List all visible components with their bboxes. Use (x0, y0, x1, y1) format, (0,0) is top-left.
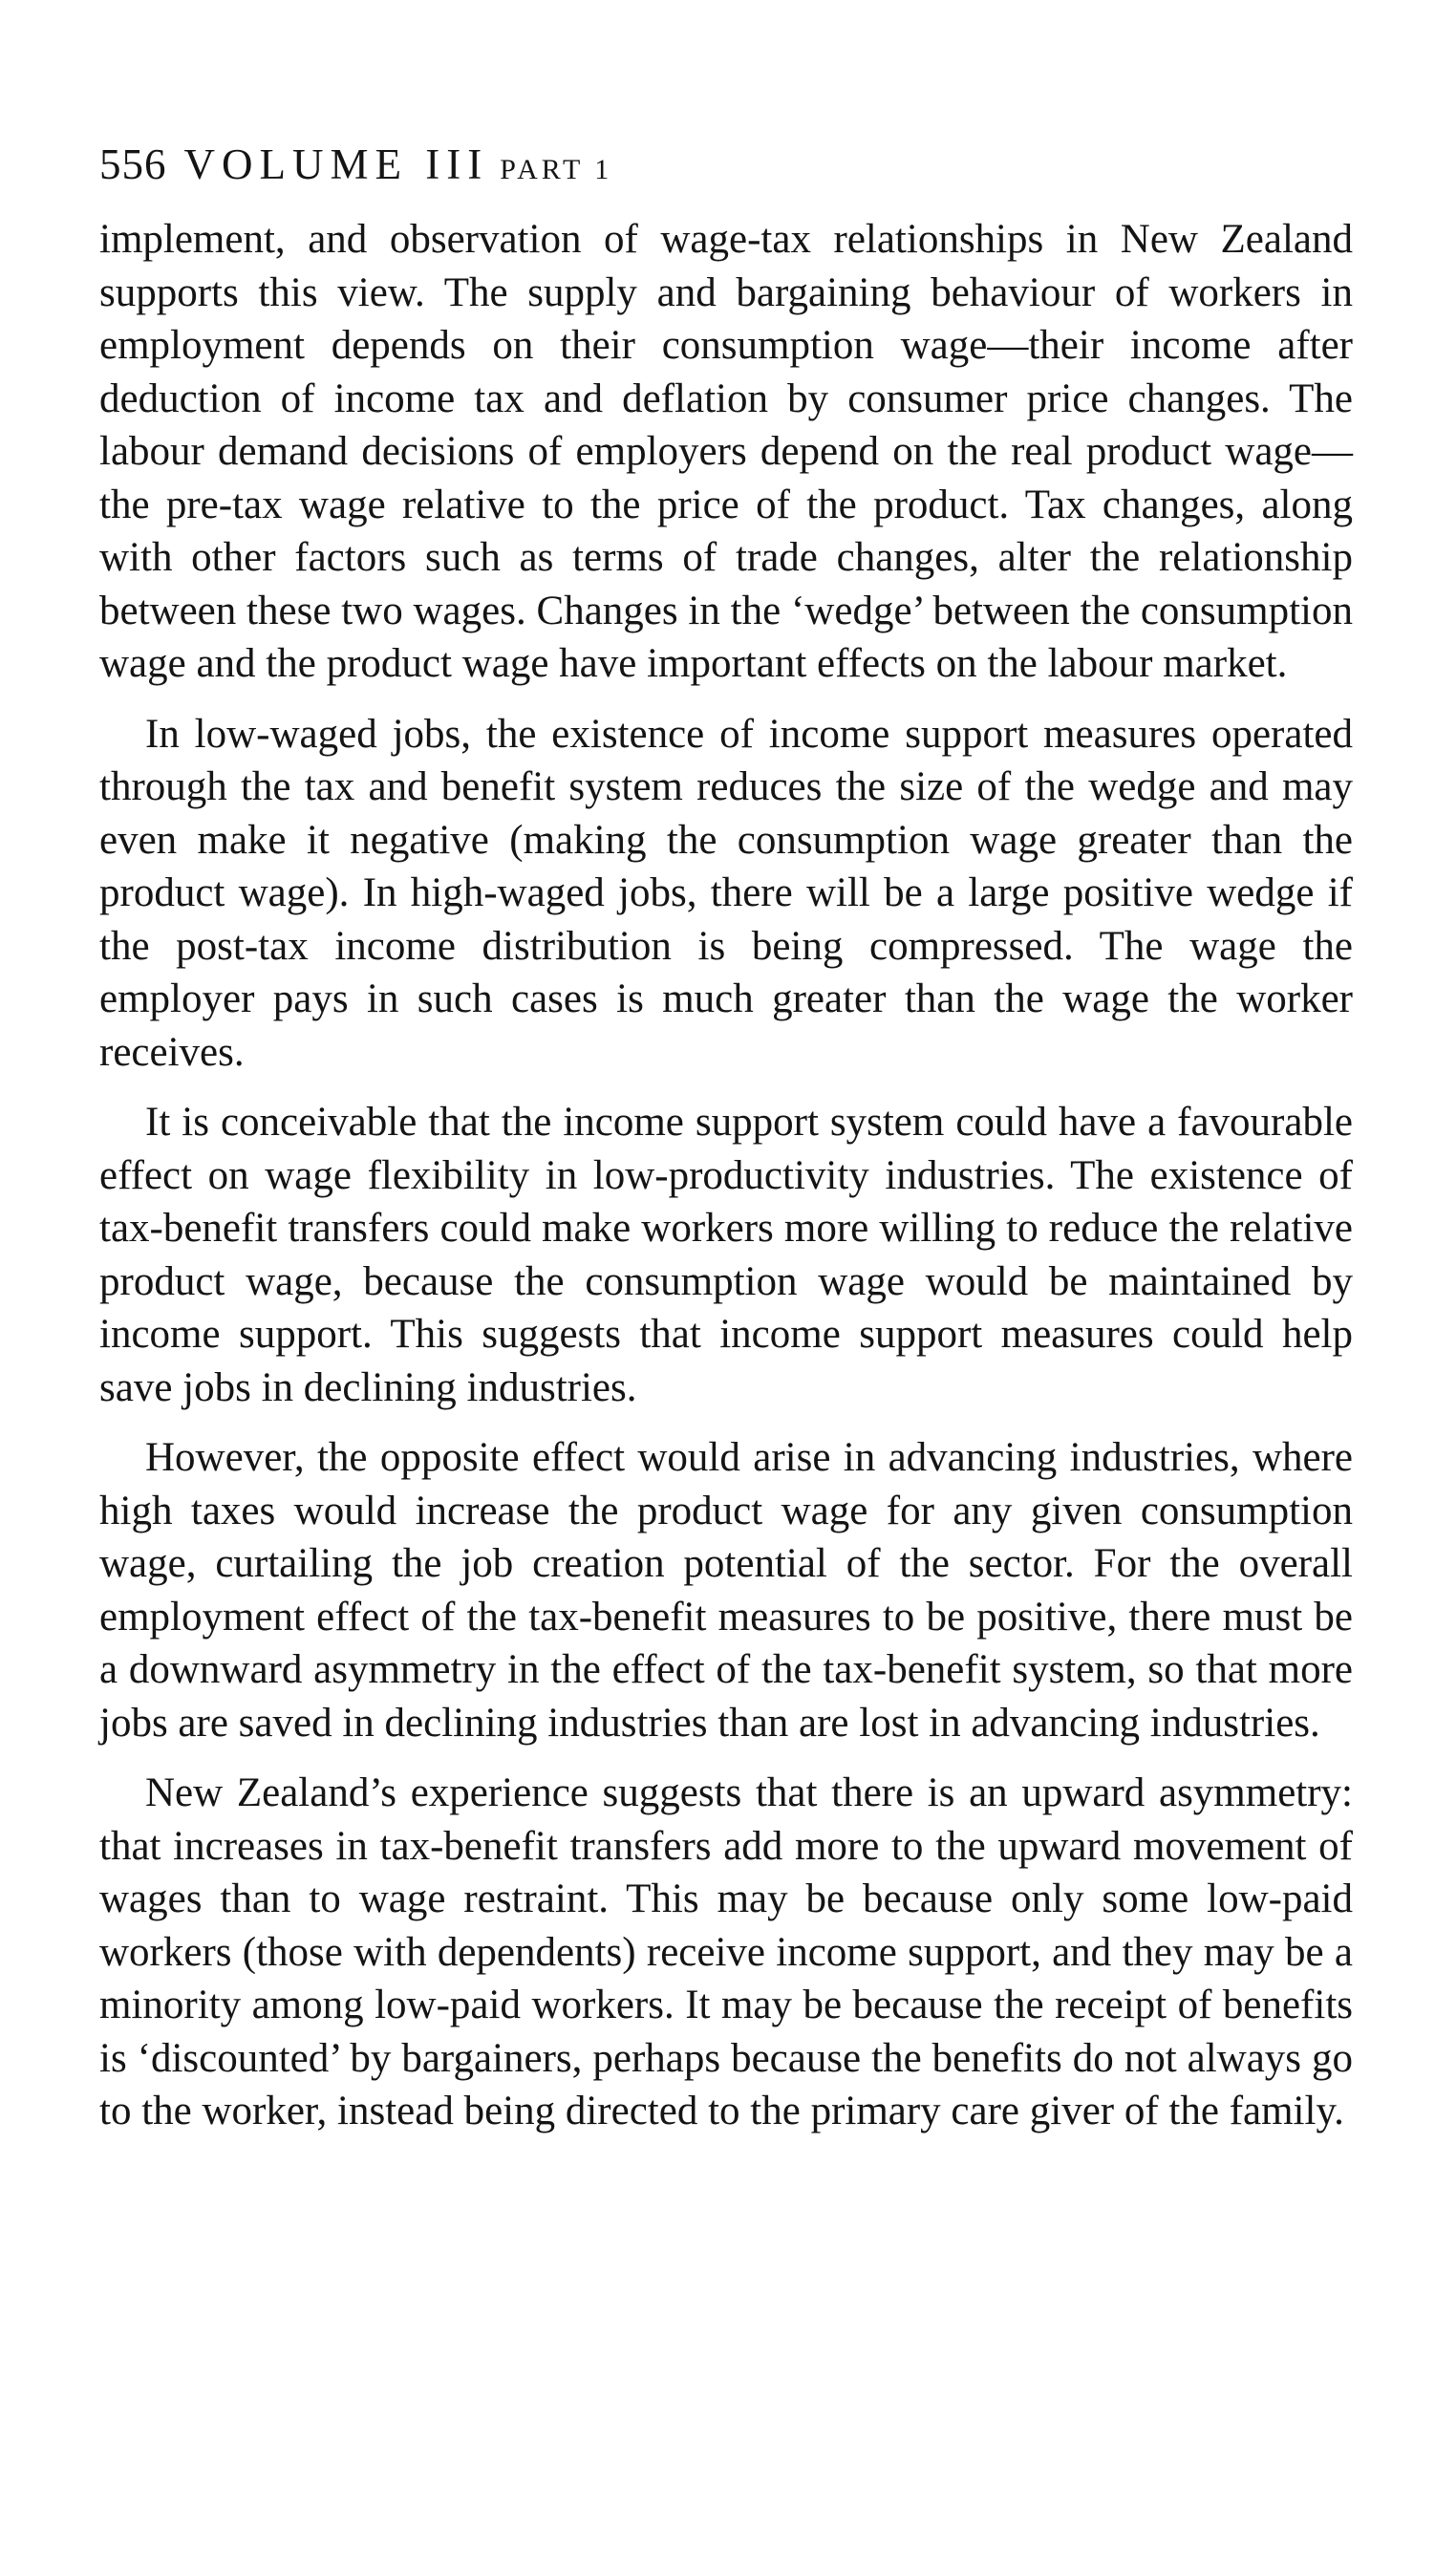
paragraph-4: However, the opposite effect would arise in advancing industries, where high taxes would increase the product wage for any given consumption wage, curtailing the job creation potential of the sector. For the overall employment effect of the tax-benefit measures to be positive, there must be a downward asymmetry in the effect of the tax-benefit system, so that more jobs are saved in declining industries than are lost in advancing industries. (99, 1435, 1353, 1746)
page-number: 556 (99, 140, 167, 188)
book-page (99, 140, 1353, 2155)
volume-label: VOLUME III (183, 140, 489, 188)
paragraph-3: It is conceivable that the income support system could have a favourable effect on wage flexibility in low-productivity industries. The existence of tax-benefit transfers could make workers more willing to reduce the relative product wage, because the consumption wage would be maintained by income support. This suggests that income support measures could help save jobs in declining industries. (99, 1100, 1353, 1410)
paragraph-1: implement, and observation of wage-tax relationships in New Zealand supports this view. The supply and bargaining behaviour of workers in employment depends on their consumption wage—their income after deduction of income tax and deflation by consumer price changes. The labour demand decisions of employers depend on the real product wage—the pre-tax wage relative to the price of the product. Tax changes, along with other factors such as terms of trade changes, alter the relationship between these two wages. Changes in the ‘wedge’ between the consumption wage and the product wage have important effects on the labour market. (99, 217, 1353, 686)
paragraph-2: In low-waged jobs, the existence of income support measures operated through the tax and benefit system reduces the size of the wedge and may even make it negative (making the consumption wage greater than the product wage). In high-waged jobs, there will be a large positive wedge if the post-tax income distribution is being compressed. The wage the employer pays in such cases is much greater than the wage the worker receives. (99, 711, 1353, 1075)
running-head (99, 140, 1353, 188)
body-text (99, 213, 1353, 2138)
paragraph-5: New Zealand’s experience suggests that there is an upward asymmetry: that increases in tax-benefit transfers add more to the upward movement of wages than to wage restraint. This may be because only some low-paid workers (those with dependents) receive income support, and they may be a minority among low-paid workers. It may be because the receipt of benefits is ‘discounted’ by bargainers, perhaps because the benefits do not always go to the worker, instead being directed to the primary care giver of the family. (99, 1770, 1353, 2133)
part-label: PART 1 (500, 154, 613, 185)
